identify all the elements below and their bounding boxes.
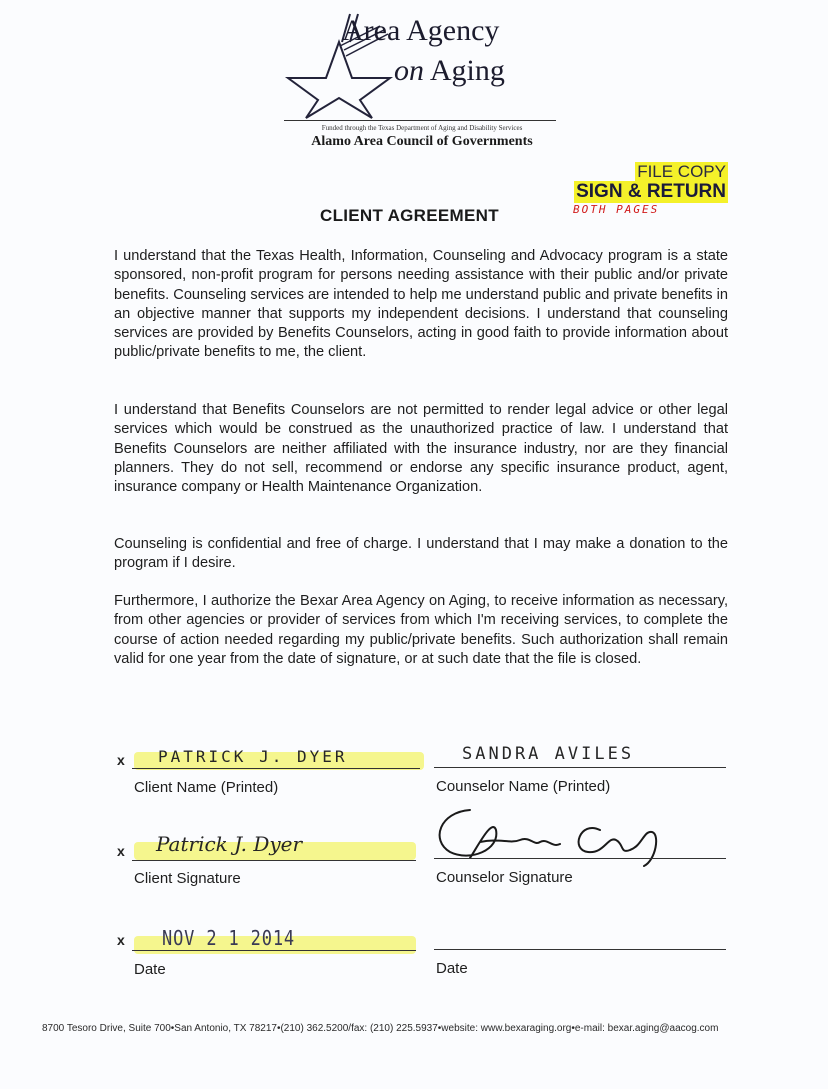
counselor-name-handwritten: SANDRA AVILES [462,744,635,764]
sign-return-stamp: SIGN & RETURN [576,181,726,202]
agency-name-line1: Area Agency [342,14,500,47]
counselor-signature-scribble [430,800,680,870]
date-stamp: NOV 2 1 2014 [162,926,296,950]
client-signature-line [132,860,416,861]
paragraph-authorization: Furthermore, I authorize the Bexar Area Agency on Aging, to receive information as necessary, from other agencies or provider of services from which I'm receiving services, to complete the course of action needed regarding my public/private benefits. Such authorization shall remain valid for one year from the date of signature, or at such date that the file is closed. [114,593,728,667]
counselor-name-line [434,767,726,768]
paragraph-program-description: I understand that the Texas Health, Information, Counseling and Advocacy program is a state sponsored, non-profit program for persons needing assistance with their public and/or private benefits. Counseling services are intended to help me understand public and private benefits in an objective manner that supports my independent decisions. I understand that counseling services are provided by Benefits Counselors, acting in good faith to provide information about public/private benefits to me, the client. [114,248,728,361]
client-name-line [132,768,420,769]
counselor-name-label: Counselor Name (Printed) [436,778,611,795]
counselor-signature-line [434,858,726,859]
letterhead-rule [284,120,556,121]
client-date-line [132,950,416,951]
counselor-date-label: Date [436,960,468,977]
counselor-date-line [434,949,726,950]
client-signature-x-mark: x [117,843,125,859]
agency-name-line2 [394,54,505,88]
agency-name-aging: Aging [429,54,505,87]
client-name-x-mark: x [117,752,125,768]
council-name: Alamo Area Council of Governments [311,134,533,149]
client-name-label: Client Name (Printed) [134,779,279,796]
counselor-signature-label: Counselor Signature [436,869,573,886]
client-date-label: Date [134,961,166,978]
paragraph-legal-disclaimer: I understand that Benefits Counselors are not permitted to render legal advice or other legal services which would be construed as the unauthorized practice of law. I understand that Benefits Counselors are neither affiliated with the insurance industry, nor are they financial planners. They do not sell, recommend or endorse any specific insurance product, agent, insurance company or Health Maintenance Organization. [114,402,728,496]
agency-name-on: on [394,54,424,87]
letterhead-logo [284,6,574,149]
client-name-handwritten: PATRICK J. DYER [158,747,348,766]
document-title: CLIENT AGREEMENT [320,206,499,225]
funded-by-text: Funded through the Texas Department of Aging and Disability Services [321,124,523,132]
paragraph-confidentiality: Counseling is confidential and free of charge. I understand that I may make a donation to the program if I desire. [114,536,728,572]
file-copy-stamp: FILE COPY [637,162,726,181]
footer-contact-info: 8700 Tesoro Drive, Suite 700•San Antonio, TX 78217•(210) 362.5200/fax: (210) 225.5937•website: www.bexaraging.org•e-mail: bexar.aging@aacog.com [42,1023,719,1034]
client-signature-label: Client Signature [134,870,241,887]
both-pages-note: BOTH PAGES [573,203,660,216]
date-x-mark: x [117,932,125,948]
client-signature-handwritten: Patrick J. Dyer [156,832,303,856]
